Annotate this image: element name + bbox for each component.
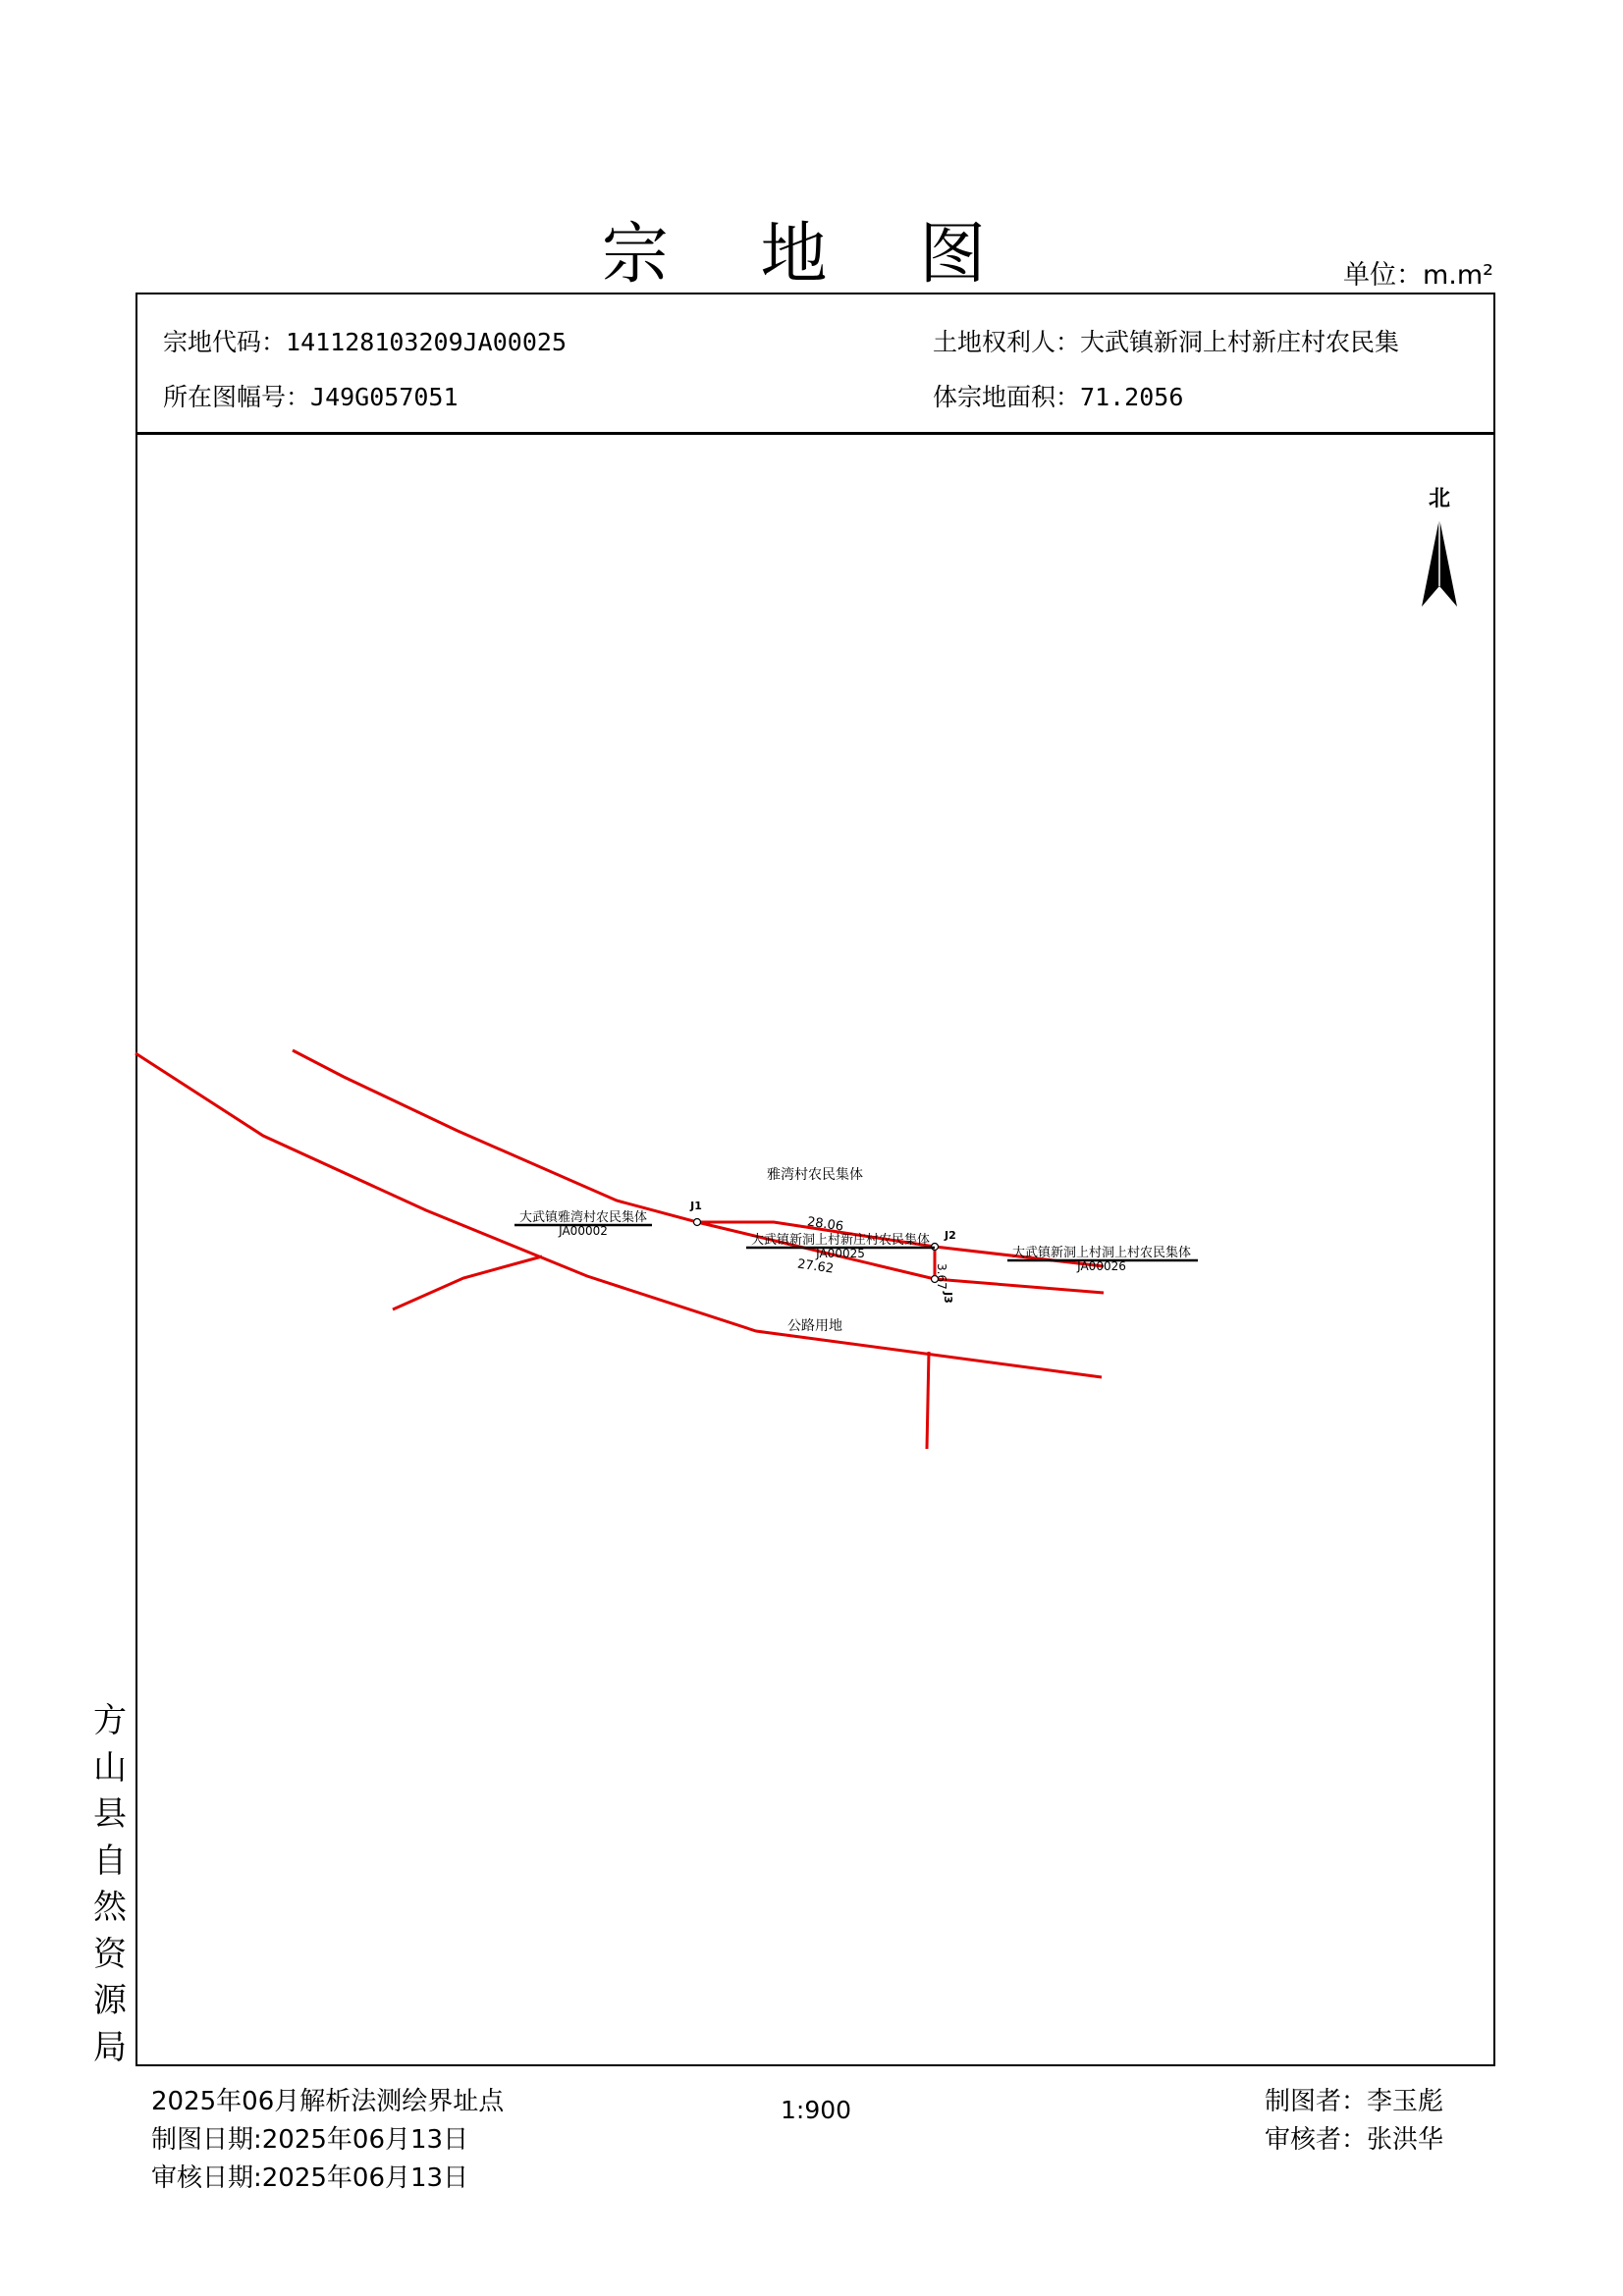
length-label-bottom: 27.62 — [796, 1256, 835, 1277]
label-right-owner: 大武镇新洞上村洞上村农民集体 — [1011, 1246, 1192, 1260]
side-char: 山 — [93, 1747, 127, 1788]
side-char: 方 — [93, 1701, 127, 1740]
side-char: 源 — [93, 1981, 127, 2020]
boundary-point-j1 — [694, 1219, 701, 1226]
page-title: 宗 地 图 — [601, 216, 1022, 294]
branch-southwest — [393, 1256, 542, 1309]
checker: 审核者：张洪华 — [1265, 2125, 1444, 2155]
label-left-code: JA00002 — [559, 1224, 608, 1238]
owner-label: 土地权利人： — [933, 328, 1081, 356]
owner-value: 大武镇新洞上村新庄村农民集 — [1080, 328, 1400, 356]
sheet-number-label: 所在图幅号： — [163, 383, 311, 411]
sheet-number-value: J49G057051 — [310, 383, 459, 411]
survey-note: 2025年06月解析法测绘界址点 — [151, 2087, 505, 2116]
road-north-edge — [293, 1050, 1104, 1266]
north-label: 北 — [1428, 487, 1451, 511]
point-label-j3: J3 — [942, 1292, 954, 1304]
side-char: 资 — [93, 1934, 127, 1974]
draw-date: 制图日期:2025年06月13日 — [151, 2125, 469, 2155]
check-date: 审核日期:2025年06月13日 — [151, 2163, 469, 2193]
map-scale: 1:900 — [781, 2096, 852, 2124]
area-value: 71.2056 — [1080, 383, 1184, 411]
boundary-lines — [135, 1050, 1104, 1449]
label-yawan-collective: 雅湾村农民集体 — [767, 1167, 863, 1183]
label-center-owner: 大武镇新洞上村新庄村农民集体 — [750, 1233, 931, 1248]
length-label-top: 28.06 — [806, 1214, 844, 1235]
label-road: 公路用地 — [787, 1318, 842, 1334]
parcel-code-label: 宗地代码： — [163, 328, 287, 356]
branch-south — [927, 1352, 929, 1449]
side-char: 然 — [93, 1888, 127, 1927]
unit-label: 单位：m.m² — [1343, 260, 1494, 291]
side-char: 自 — [93, 1841, 127, 1881]
length-label-right: 3.67 — [935, 1263, 948, 1290]
drawer: 制图者：李玉彪 — [1265, 2087, 1444, 2116]
parcel-code-value: 141128103209JA00025 — [286, 328, 567, 356]
issuing-authority — [90, 1698, 130, 2071]
side-char: 县 — [93, 1794, 127, 1834]
label-left-owner: 大武镇雅湾村农民集体 — [518, 1210, 648, 1225]
area-label: 体宗地面积： — [933, 383, 1081, 411]
label-right-code: JA00026 — [1077, 1259, 1126, 1273]
point-label-j2: J2 — [945, 1229, 956, 1242]
label-center-code: JA00025 — [816, 1247, 865, 1260]
side-char: 局 — [93, 2027, 127, 2067]
point-label-j1: J1 — [690, 1200, 702, 1212]
